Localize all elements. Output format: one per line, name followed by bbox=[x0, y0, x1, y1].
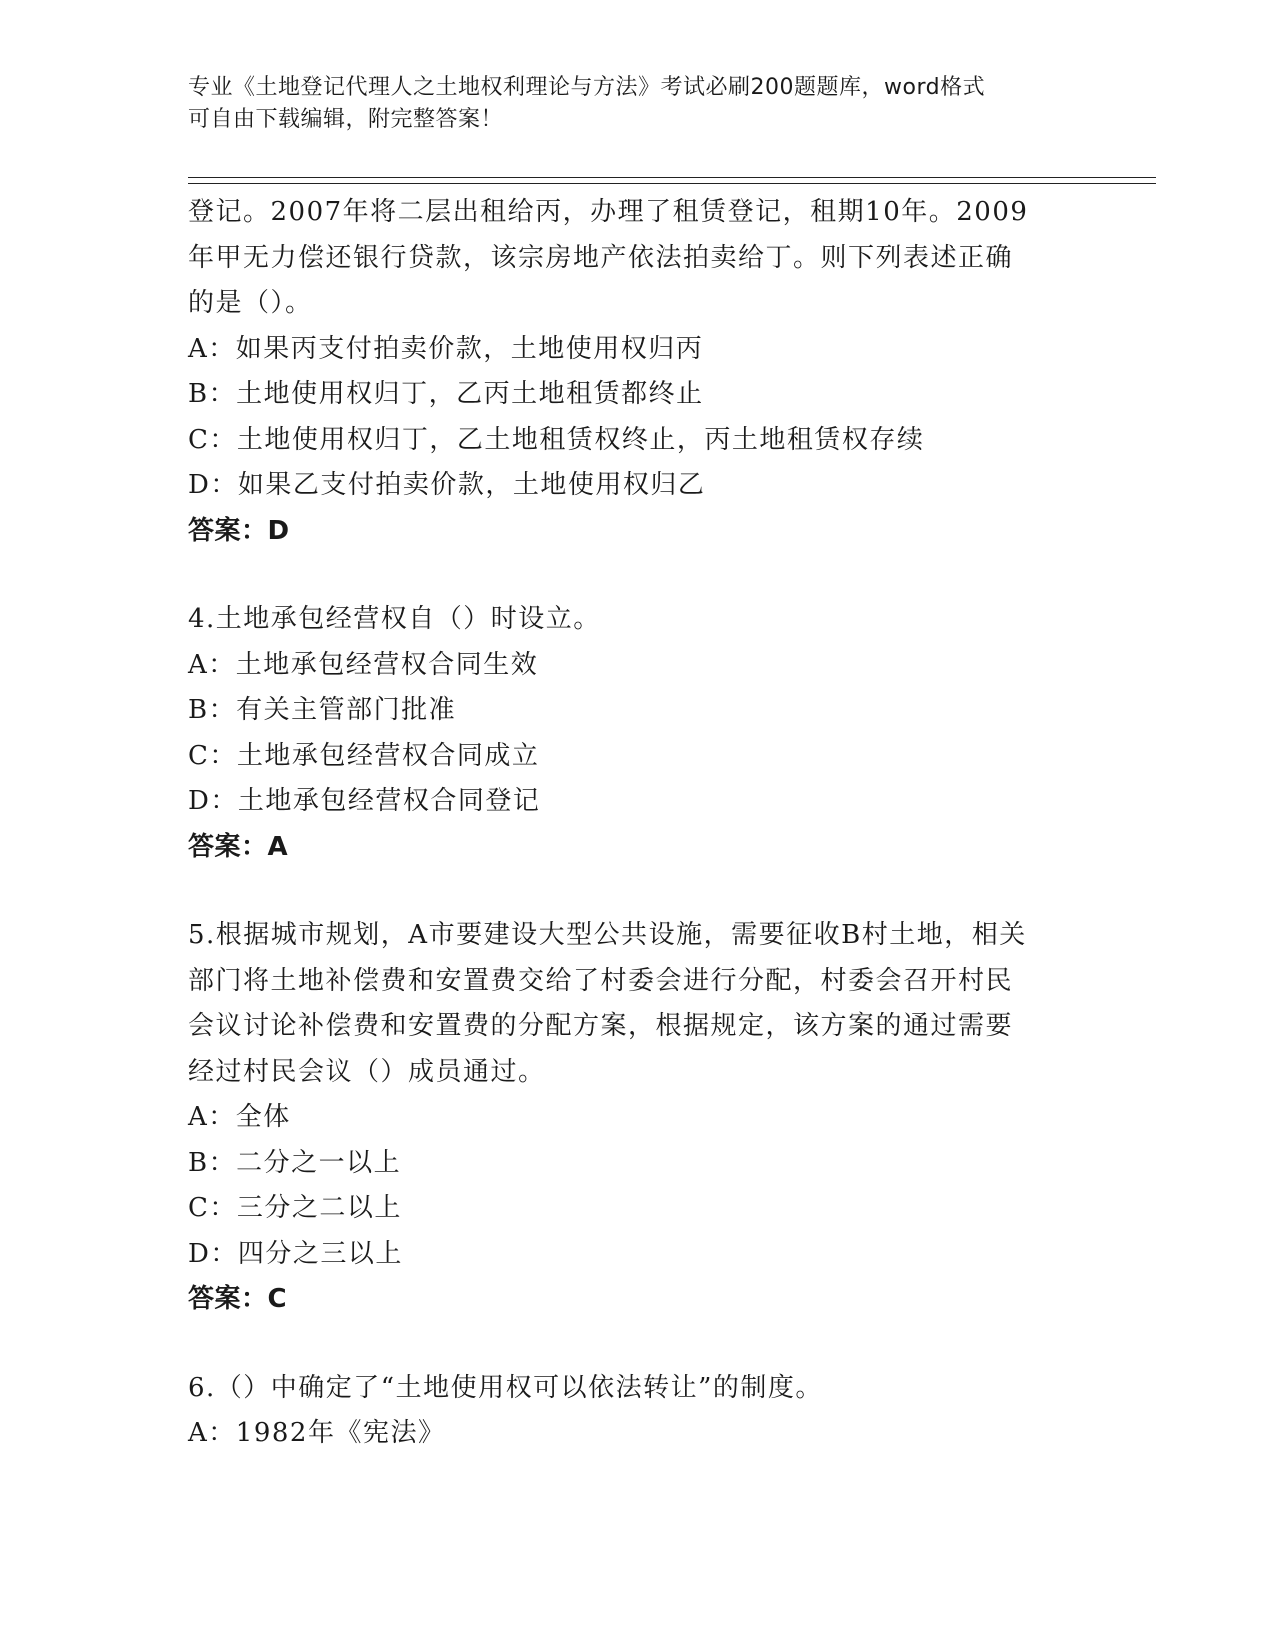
question-stem-line: 的是（）。 bbox=[188, 288, 313, 318]
question-stem-line: 5.根据城市规划，A市要建设大型公共设施，需要征收B村土地，相关 bbox=[188, 920, 1027, 950]
option-b: B：有关主管部门批准 bbox=[188, 695, 457, 725]
spacer bbox=[188, 1323, 1088, 1366]
answer-label: 答案：C bbox=[188, 1284, 288, 1314]
header-line-2: 可自由下载编辑，附完整答案！ bbox=[188, 107, 504, 132]
option-a: A：土地承包经营权合同生效 bbox=[188, 649, 539, 680]
option-d: D：如果乙支付拍卖价款，土地使用权归乙 bbox=[188, 470, 706, 500]
option-a: A：1982年《宪法》 bbox=[188, 1418, 446, 1448]
option-b: B：土地使用权归丁，乙丙土地租赁都终止 bbox=[188, 379, 704, 409]
answer-label: 答案：A bbox=[188, 831, 289, 862]
spacer bbox=[188, 870, 1088, 913]
document-body bbox=[188, 190, 1088, 1457]
option-d: D：土地承包经营权合同登记 bbox=[188, 786, 541, 816]
header-double-rule bbox=[188, 177, 1156, 184]
question-stem-line: 经过村民会议（）成员通过。 bbox=[188, 1056, 546, 1087]
option-c: C：三分之二以上 bbox=[188, 1193, 402, 1223]
spacer bbox=[188, 554, 1088, 597]
option-c: C：土地使用权归丁，乙土地租赁权终止，丙土地租赁权存续 bbox=[188, 424, 925, 455]
option-c: C：土地承包经营权合同成立 bbox=[188, 740, 540, 771]
question-stem-line: 部门将土地补偿费和安置费交给了村委会进行分配，村委会召开村民 bbox=[188, 965, 1014, 996]
question-6 bbox=[188, 1366, 1088, 1457]
question-stem-line: 6.（）中确定了“土地使用权可以依法转让”的制度。 bbox=[188, 1372, 823, 1403]
question-stem-line: 4.土地承包经营权自（）时设立。 bbox=[188, 604, 601, 634]
question-5 bbox=[188, 913, 1088, 1323]
answer-label: 答案：D bbox=[188, 515, 290, 546]
question-3 bbox=[188, 190, 1088, 554]
question-4 bbox=[188, 597, 1088, 870]
option-a: A：如果丙支付拍卖价款，土地使用权归丙 bbox=[188, 333, 704, 364]
header-line-1: 专业《土地登记代理人之土地权利理论与方法》考试必刷200题题库，word格式 bbox=[188, 75, 986, 100]
option-d: D：四分之三以上 bbox=[188, 1238, 403, 1269]
question-stem-line: 会议讨论补偿费和安置费的分配方案，根据规定，该方案的通过需要 bbox=[188, 1011, 1014, 1041]
option-b: B：二分之一以上 bbox=[188, 1147, 402, 1178]
page-header bbox=[188, 72, 1088, 136]
option-a: A：全体 bbox=[188, 1102, 291, 1132]
question-stem-line: 年甲无力偿还银行贷款，该宗房地产依法拍卖给丁。则下列表述正确 bbox=[188, 242, 1014, 273]
question-stem-line: 登记。2007年将二层出租给丙，办理了租赁登记，租期10年。2009 bbox=[188, 197, 1029, 227]
